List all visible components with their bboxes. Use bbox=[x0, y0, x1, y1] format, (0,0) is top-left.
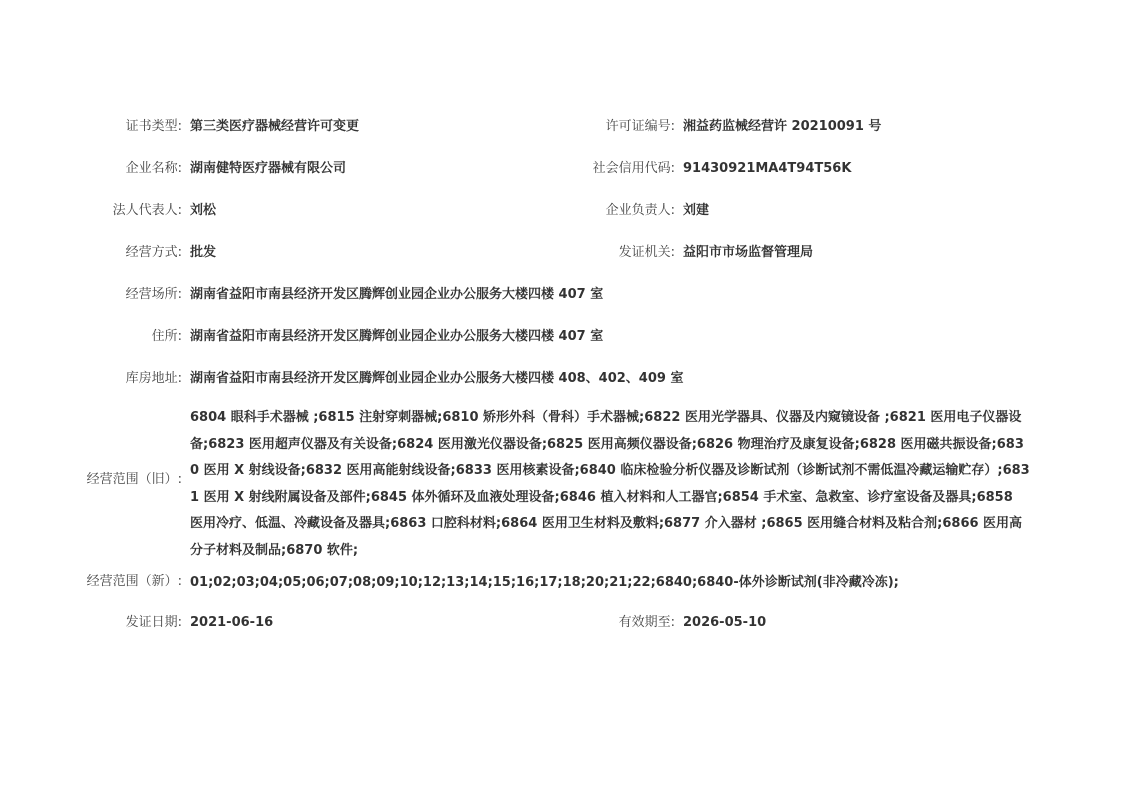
cert-type-label: 证书类型: bbox=[125, 119, 182, 134]
cert-type-value: 第三类医疗器械经营许可变更 bbox=[190, 119, 360, 134]
license-no-label: 许可证编号: bbox=[605, 119, 675, 134]
issuing-authority-label: 发证机关: bbox=[618, 245, 675, 260]
warehouse-label: 库房地址: bbox=[125, 371, 182, 386]
issue-date-label: 发证日期: bbox=[125, 615, 182, 630]
scope-old-label: 经营范围（旧）: bbox=[86, 472, 182, 487]
scope-new-value: 01;02;03;04;05;06;07;08;09;10;12;13;14;15;16;17;18;20;21;22;6840;6840-体外诊断试剂(非冷藏冷冻); bbox=[190, 575, 899, 590]
business-premises-label: 经营场所: bbox=[125, 287, 182, 302]
company-head-value: 刘建 bbox=[683, 203, 710, 218]
valid-until-value: 2026-05-10 bbox=[683, 615, 767, 630]
valid-until-label: 有效期至: bbox=[618, 615, 675, 630]
credit-code-label: 社会信用代码: bbox=[592, 161, 675, 176]
legal-rep-value: 刘松 bbox=[190, 203, 217, 218]
issue-date-value: 2021-06-16 bbox=[190, 615, 274, 630]
legal-rep-label: 法人代表人: bbox=[112, 203, 182, 218]
business-premises-value: 湖南省益阳市南县经济开发区腾辉创业园企业办公服务大楼四楼 407 室 bbox=[190, 287, 604, 302]
company-name-value: 湖南健特医疗器械有限公司 bbox=[190, 161, 347, 176]
scope-old-value: 6804 眼科手术器械 ;6815 注射穿刺器械;6810 矫形外科（骨科）手术器械;6822 医用光学器具、仪器及内窥镜设备 ;6821 医用电子仪器设备;6823 医用超声仪器及有关设备;6824 医用激光仪器设备;6825 医用高频仪器设备;6826 物理治疗及康复设备;6828 医用磁共振设备;6830 医用 X 射线设备;6832 医用高能射线设备;6833 医用核素设备;6840 临床检验分析仪器及诊断试剂（诊断试剂不需低温冷藏运输贮存）;6831 医用 X 射线附属设备及部件;6845 体外循环及血液处理设备;6846 植入材料和人工器官;6854 手术室、急救室、诊疗室设备及器具;6858 医用冷疗、低温、冷藏设备及器具;6863 口腔科材料;6864 医用卫生材料及敷料;6877 介入器材 ;6865 医用缝合材料及粘合剂;6866 医用高分子材料及制品;6870 软件; bbox=[190, 410, 1030, 558]
credit-code-value: 91430921MA4T94T56K bbox=[683, 161, 852, 176]
business-mode-value: 批发 bbox=[190, 245, 217, 260]
license-no-value: 湘益药监械经营许 20210091 号 bbox=[683, 119, 882, 134]
warehouse-value: 湖南省益阳市南县经济开发区腾辉创业园企业办公服务大楼四楼 408、402、409 室 bbox=[190, 371, 684, 386]
business-mode-label: 经营方式: bbox=[125, 245, 182, 260]
residence-label: 住所: bbox=[151, 329, 182, 344]
company-name-label: 企业名称: bbox=[125, 161, 182, 176]
residence-value: 湖南省益阳市南县经济开发区腾辉创业园企业办公服务大楼四楼 407 室 bbox=[190, 329, 604, 344]
scope-new-label: 经营范围（新）: bbox=[86, 574, 182, 589]
issuing-authority-value: 益阳市市场监督管理局 bbox=[683, 245, 814, 260]
company-head-label: 企业负责人: bbox=[605, 203, 675, 218]
